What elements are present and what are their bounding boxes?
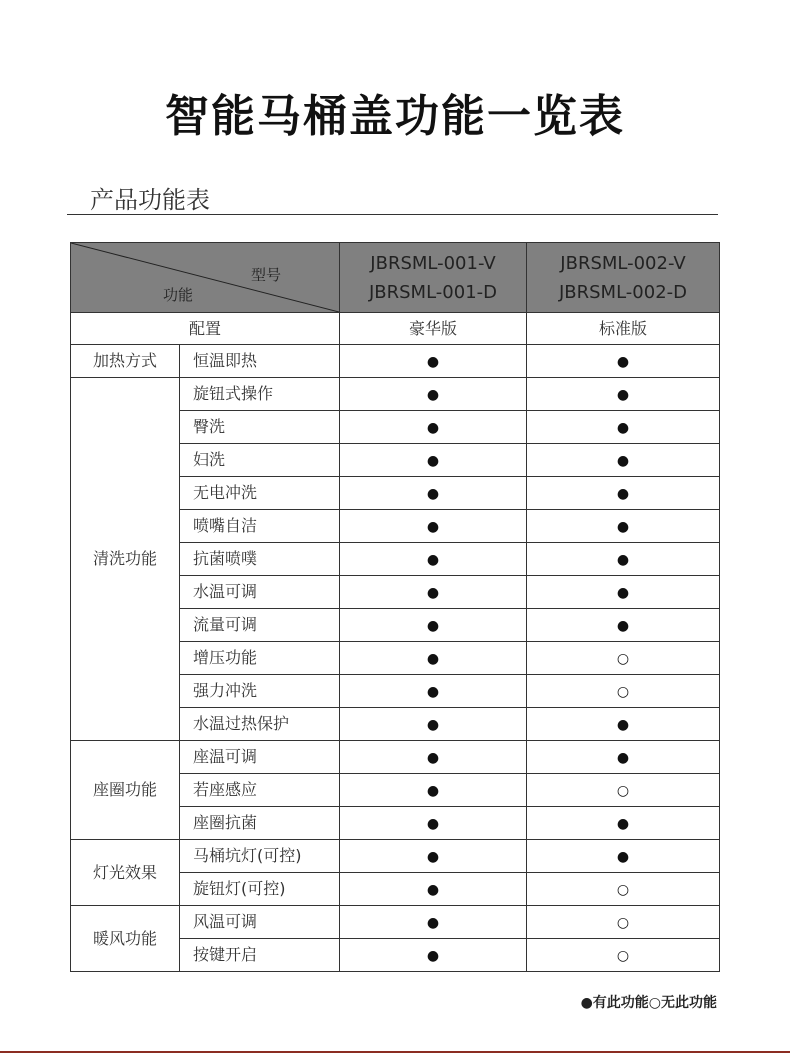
feature-cell: 座温可调 [180,741,340,774]
availability-mark: ● [426,881,440,898]
feature-cell: 妇洗 [180,444,340,477]
availability-mark: ● [616,419,630,436]
legend: ●有此功能○无此功能 [580,995,717,1011]
availability-mark: ○ [616,914,630,931]
availability-mark: ● [426,716,440,733]
availability-mark: ● [426,518,440,535]
diagonal-header-cell [71,243,340,313]
feature-cell: 喷嘴自洁 [180,510,340,543]
config-value-2: 标准版 [527,313,720,345]
availability-mark: ● [426,914,440,931]
model-1-availability-cell [340,708,527,741]
model-1-availability-cell [340,675,527,708]
availability-mark: ● [616,617,630,634]
availability-mark: ● [616,716,630,733]
availability-mark: ● [426,947,440,964]
model-1-availability-cell [340,444,527,477]
page-title: 智能马桶盖功能一览表 [165,91,625,142]
availability-mark: ● [426,815,440,832]
model-label: 型号 [250,266,281,284]
model-1-availability-cell [340,510,527,543]
model-1-availability-cell [340,411,527,444]
model-2-availability-cell [527,840,720,873]
category-cell: 座圈功能 [71,741,180,840]
availability-mark: ● [616,386,630,403]
feature-cell: 按键开启 [180,939,340,972]
feature-cell: 水温过热保护 [180,708,340,741]
model-2-availability-cell [527,675,720,708]
availability-mark: ● [426,386,440,403]
model-2-availability-cell [527,609,720,642]
function-table [70,242,720,972]
config-value-1: 豪华版 [340,313,527,345]
model-header-1 [340,243,527,313]
model-2-availability-cell [527,873,720,906]
category-cell: 暖风功能 [71,906,180,972]
feature-cell: 无电冲洗 [180,477,340,510]
availability-mark: ● [616,848,630,865]
model-2-availability-cell [527,543,720,576]
model-2-availability-cell [527,477,720,510]
model-1-availability-cell [340,741,527,774]
availability-mark: ● [426,749,440,766]
availability-mark: ○ [616,683,630,700]
model-1-availability-cell [340,906,527,939]
table-row [71,741,720,774]
feature-cell: 恒温即热 [180,345,340,378]
model-2-availability-cell [527,807,720,840]
availability-mark: ● [426,782,440,799]
feature-cell: 旋钮灯(可控) [180,873,340,906]
model-1-availability-cell [340,477,527,510]
feature-cell: 水温可调 [180,576,340,609]
model-2-availability-cell [527,576,720,609]
model-2-availability-cell [527,444,720,477]
feature-cell: 增压功能 [180,642,340,675]
model-1-availability-cell [340,543,527,576]
model-2-availability-cell [527,378,720,411]
category-cell: 加热方式 [71,345,180,378]
diagonal-line [71,243,339,312]
availability-mark: ● [616,749,630,766]
model-1-availability-cell [340,345,527,378]
feature-cell: 流量可调 [180,609,340,642]
category-cell: 清洗功能 [71,378,180,741]
model-2-availability-cell [527,708,720,741]
model-1-availability-cell [340,807,527,840]
feature-cell: 旋钮式操作 [180,378,340,411]
model-2-availability-cell [527,906,720,939]
model-2-line1: JBRSML-002-V [560,252,686,274]
feature-cell: 臀洗 [180,411,340,444]
model-1-availability-cell [340,378,527,411]
table-header-row [71,243,720,313]
bottom-divider [0,1051,790,1053]
table-row [71,906,720,939]
model-2-availability-cell [527,741,720,774]
category-cell: 灯光效果 [71,840,180,906]
table-row [71,378,720,411]
feature-cell: 风温可调 [180,906,340,939]
availability-mark: ● [616,485,630,502]
function-label: 功能 [163,286,194,304]
feature-cell: 强力冲洗 [180,675,340,708]
availability-mark: ● [426,650,440,667]
model-1-availability-cell [340,576,527,609]
availability-mark: ● [426,848,440,865]
availability-mark: ● [426,551,440,568]
availability-mark: ○ [616,947,630,964]
subtitle-divider [67,214,718,215]
model-1-line1: JBRSML-001-V [370,252,496,274]
availability-mark: ● [426,683,440,700]
model-2-line2: JBRSML-002-D [558,281,688,303]
model-1-availability-cell [340,609,527,642]
model-header-2 [527,243,720,313]
model-1-availability-cell [340,873,527,906]
availability-mark: ● [616,353,630,370]
feature-cell: 座圈抗菌 [180,807,340,840]
availability-mark: ○ [616,881,630,898]
model-2-availability-cell [527,774,720,807]
model-2-availability-cell [527,411,720,444]
section-subtitle: 产品功能表 [90,186,210,214]
availability-mark: ● [616,584,630,601]
availability-mark: ○ [616,650,630,667]
model-1-availability-cell [340,642,527,675]
availability-mark: ○ [616,782,630,799]
model-1-availability-cell [340,840,527,873]
model-1-availability-cell [340,939,527,972]
config-label: 配置 [71,313,340,345]
table-row [71,345,720,378]
availability-mark: ● [426,353,440,370]
availability-mark: ● [426,485,440,502]
availability-mark: ● [426,584,440,601]
table-row [71,840,720,873]
availability-mark: ● [616,518,630,535]
model-2-availability-cell [527,345,720,378]
model-1-availability-cell [340,774,527,807]
model-2-availability-cell [527,510,720,543]
availability-mark: ● [616,815,630,832]
model-1-line2: JBRSML-001-D [368,281,498,303]
feature-cell: 马桶坑灯(可控) [180,840,340,873]
availability-mark: ● [426,617,440,634]
availability-mark: ● [426,452,440,469]
feature-cell: 抗菌喷噗 [180,543,340,576]
feature-cell: 若座感应 [180,774,340,807]
model-2-availability-cell [527,642,720,675]
config-row [71,313,720,345]
availability-mark: ● [616,452,630,469]
availability-mark: ● [426,419,440,436]
model-2-availability-cell [527,939,720,972]
availability-mark: ● [616,551,630,568]
